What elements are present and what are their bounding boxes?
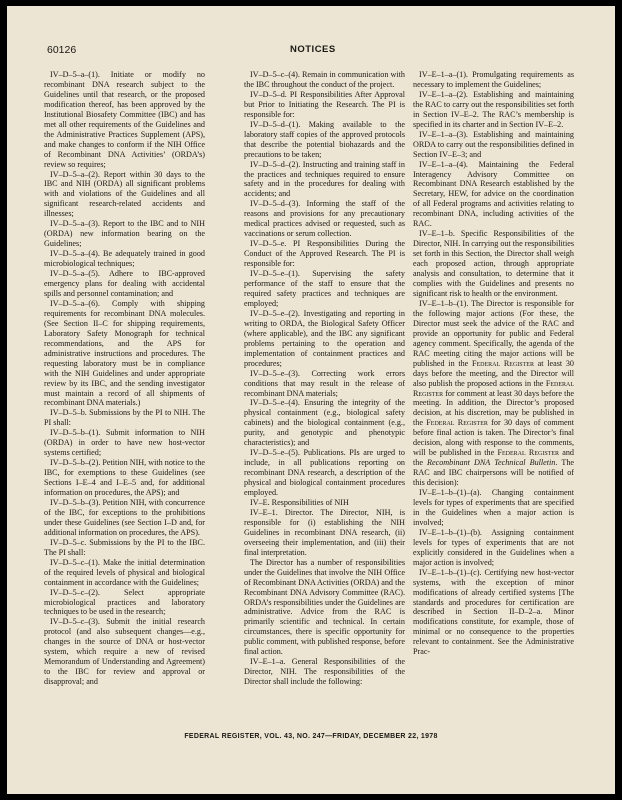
paragraph: IV–D–5–d–(3). Informing the staff of the reasons and provisions for any precautionary medical practices advised or requested, such as vaccinations or serum collection.	[244, 199, 405, 239]
paragraph: IV–D–5–c–(2). Select appropriate microbiological practices and laboratory techniques to be used in the research;	[44, 587, 205, 617]
page-number: 60126	[47, 44, 77, 56]
paragraph: IV–D–5–a–(1). Initiate or modify no recombinant DNA research subject to the Guidelines until that research, or the proposed modification thereof, has been approved by the Institutional Biosafety Committee (IBC) and has met all other requirements of the Guidelines and the Administrative Practices Supplement (APS), and make changes to conform if the NIH Office of Recombinant DNA Activities’ (ORDA’s) review so requires;	[44, 70, 205, 169]
paragraph: IV–D–5–b–(1). Submit information to NIH (ORDA) in order to have new host-vector systems certified;	[44, 428, 205, 458]
column-2	[244, 70, 405, 687]
text-run: IV–E–1–b–(1). The Director is responsible for the following major actions (For these, the Director must seek the advice of the RAC and provide an opportunity for public and Federal agency comment. Specifically, the agenda of the RAC meeting citing the major actions will be published in the	[413, 298, 574, 368]
paragraph: IV–D–5–a–(6). Comply with shipping requirements for recombinant DNA molecules. (See Section II–C for shipping requirements, Laboratory Safety Monograph for technical recommendations, and the APS for administrative instructions and procedures. The requesting laboratory must be in compliance with the NIH Guidelines and under appropriate review by its IBC, and the sending investigator must maintain a record of all shipments of recombinant DNA materials.)	[44, 298, 205, 408]
text-run: . The RAC and IBC chairpersons will be notified of this decision):	[413, 458, 574, 488]
paragraph: IV–E–1–a–(3). Establishing and maintaining ORDA to carry out the responsibilities defined in Section IV–E–3; and	[413, 129, 574, 159]
paragraph: IV–D–5–a–(3). Report to the IBC and to NIH (ORDA) new information bearing on the Guidelines;	[44, 219, 205, 249]
paragraph: IV–E–1–a. General Responsibilities of the Director, NIH. The responsibilities of the Director shall include the following:	[244, 657, 405, 687]
paragraph: IV–D–5–e–(2). Investigating and reporting in writing to ORDA, the Biological Safety Officer (where applicable), and the IBC any significant problems pertaining to the operation and implementation of containment practices and procedures;	[244, 308, 405, 368]
text-run: at least 30 days before the meeting, and the Director will also publish the proposed actions in the	[413, 358, 574, 388]
paragraph: IV–E. Responsibilities of NIH	[250, 497, 349, 507]
paragraph: IV–D–5–e–(3). Correcting work errors conditions that may result in the release of recombinant DNA materials;	[244, 368, 405, 398]
paragraph: IV–D–5–b. Submissions by the PI to NIH. The PI shall:	[44, 408, 205, 428]
paragraph: IV–D–5–c–(3). Submit the initial research protocol (and also subsequent changes—e.g., changes in the source of DNA or host-vector system, which require a new of revised Memorandum of Understanding and Agreement) to the IBC for review and approval or disapproval; and	[44, 617, 205, 687]
paragraph: IV–E–1–b–(1)–(c). Certifying new host-vector systems, with the exception of minor modifications of already certified systems [The standards and procedures for certification are described in Section II–D–2–a. Minor modifications constitute, for example, those of minimal or no consequence to the properties relevant to containment. See the Administrative Prac-	[413, 567, 574, 657]
paragraph: IV–E–1–a–(1). Promulgating requirements as necessary to implement the Guidelines;	[413, 70, 574, 89]
text-run: for 30 days of comment before final action is taken. The Director’s final decision, along with response to the comments, will be published in the	[413, 418, 574, 458]
paragraph: IV–D–5–b–(2). Petition NIH, with notice to the IBC, for exemptions to these Guidelines (see Sections I–E–4 and I–E–5 and, for additional information on procedures, the APS); and	[44, 458, 205, 498]
footer-citation: FEDERAL REGISTER, VOL. 43, NO. 247—FRIDAY, DECEMBER 22, 1978	[184, 733, 438, 740]
paragraph: IV–D–5–d. PI Responsibilities After Approval but Prior to Initiating the Research. The PI is responsible for:	[244, 89, 405, 119]
paragraph: IV–D–5–e. PI Responsibilities During the Conduct of the Approved Research. The PI is responsible for:	[244, 239, 405, 269]
federal-register-term: Federal Register	[426, 418, 488, 428]
paragraph: IV–D–5–d–(1). Making available to the laboratory staff copies of the approved protocols that describe the potential biohazards and the precautions to be taken;	[244, 119, 405, 159]
federal-register-term: Federal Register	[497, 448, 559, 458]
paragraph: IV–D–5–c–(1). Make the initial determination of the required levels of physical and biological containment in accordance with the Guidelines;	[44, 557, 205, 587]
paragraph: IV–D–5–e–(1). Supervising the safety performance of the staff to ensure that the required safety practices and techniques are employed;	[244, 269, 405, 308]
paragraph: IV–D–5–e–(5). Publications. PIs are urged to include, in all publications reporting on recombinant DNA research, a description of the physical and biological containment procedures employed.	[244, 448, 405, 498]
paragraph: IV–D–5–c. Submissions by the PI to the IBC. The PI shall:	[44, 537, 205, 557]
paragraph: IV–D–5–a–(5). Adhere to IBC-approved emergency plans for dealing with accidental spills and personnel contamination; and	[44, 269, 205, 298]
text-run: for comment at least 30 days before the meeting. In addition, the Director’s proposed decision, at his discretion, may be published in the	[413, 388, 574, 428]
paragraph: IV–D–5–b–(3). Petition NIH, with concurrence of the IBC, for exceptions to the prohibitions under these Guidelines (see Section I–D and, for additional information on procedures, the APS).	[44, 497, 205, 537]
paragraph: IV–E–1–b. Specific Responsibilities of the Director, NIH. In carrying out the responsibilities set forth in this Section, the Director shall weigh each proposed action, through appropriate analysis and consultation, to determine that it complies with the Guidelines and presents no significant risk to health or the environment.	[413, 229, 574, 298]
paragraph: IV–D–5–a–(4). Be adequately trained in good microbiological techniques;	[44, 249, 205, 269]
section-title: NOTICES	[290, 44, 336, 55]
federal-register-term: Federal Register	[413, 378, 574, 398]
paragraph: IV–D–5–e–(4). Ensuring the integrity of the physical containment (e.g., biological safety cabinets) and the biological containment (e.g., purity, and genotypic and phenotypic characteristics); and	[244, 398, 405, 448]
column-3	[413, 70, 574, 657]
paragraph: IV–E–1–b–(1)–(a). Changing containment levels for types of experiments that are specified in the Guidelines when a major action is involved;	[413, 488, 574, 527]
column-1	[44, 70, 205, 687]
paragraph: IV–E–1. Director. The Director, NIH, is responsible for (i) establishing the NIH Guidelines in recombinant DNA research, (ii) overseeing their implementation, and (iii) their final interpretation.	[244, 507, 405, 557]
paragraph: IV–E–1–b–(1)–(b). Assigning containment levels for types of experiments that are not explicitly considered in the Guidelines when a major action is involved;	[413, 527, 574, 567]
federal-register-term: Federal Register	[471, 358, 534, 368]
paragraph: The Director has a number of responsibilities under the Guidelines that involve the NIH Office of Recombinant DNA Activities (ORDA) and the Recombinant DNA Advisory Committee (RAC). ORDA’s responsibilities under the Guidelines are administrative. Advice from the RAC is primarily scientific and technical. In certain circumstances, there is specific opportunity for public comment, with published response, before final action.	[244, 557, 405, 657]
paragraph: IV–D–5–a–(2). Report within 30 days to the IBC and NIH (ORDA) all significant problems with and violations of the Guidelines and all significant research-related accidents and illnesses;	[44, 169, 205, 219]
paragraph: IV–E–1–a–(4). Maintaining the Federal Interagency Advisory Committee on Recombinant DNA Research established by the Secretary, HEW, for advice on the coordination of all Federal programs and activities relating to recombinant DNA, including activities of the RAC.	[413, 159, 574, 229]
paragraph: IV–D–5–c–(4). Remain in communication with the IBC throughout the conduct of the project.	[244, 70, 405, 89]
text-run: and the	[413, 448, 574, 468]
document-page	[7, 6, 615, 794]
paragraph: IV–E–1–a–(2). Establishing and maintaining the RAC to carry out the responsibilities set forth in Section IV–E–2. The RAC’s membership is specified in its charter and in Section IV–E–2.	[413, 89, 574, 129]
paragraph: IV–D–5–d–(2). Instructing and training staff in the practices and techniques required to ensure safety and in the procedures for dealing with accidents; and	[244, 159, 405, 199]
bulletin-term: Recombinant DNA Technical Bulletin	[427, 458, 556, 468]
paragraph-major-actions	[413, 299, 574, 488]
